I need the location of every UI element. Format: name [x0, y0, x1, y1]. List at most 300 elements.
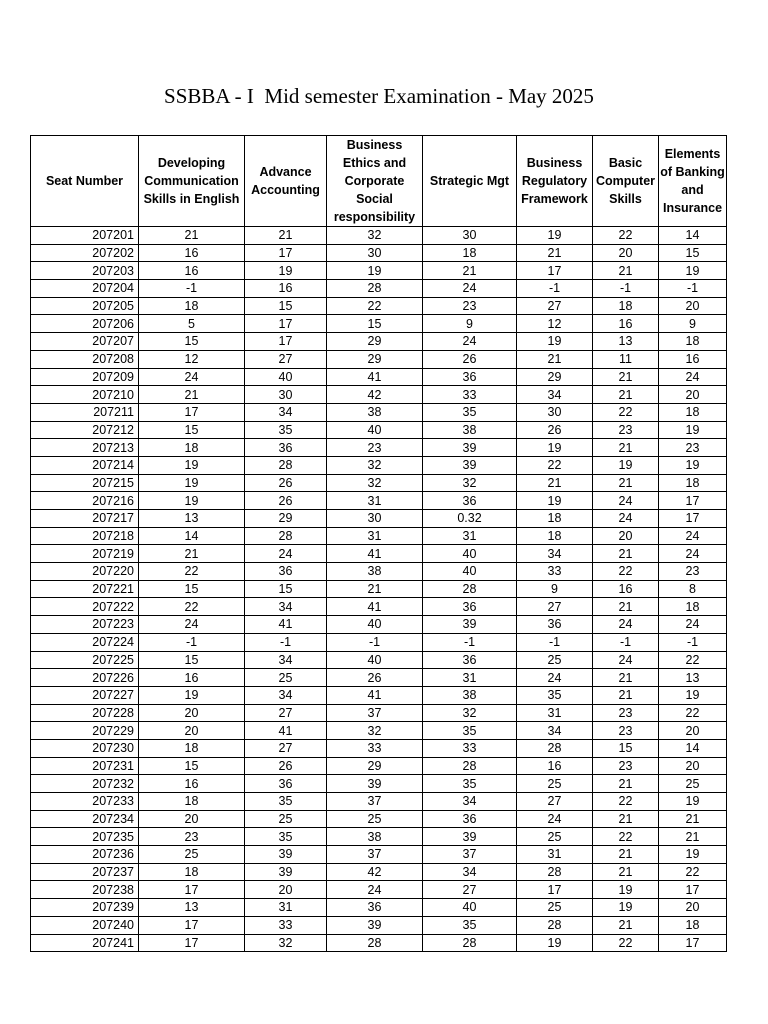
computer-cell: 16 — [593, 315, 659, 333]
accounting-cell: 17 — [245, 315, 327, 333]
banking-cell: 20 — [659, 757, 727, 775]
ethics-cell: 42 — [327, 386, 423, 404]
strategic-mgt-cell: 18 — [423, 244, 517, 262]
regulatory-cell: 21 — [517, 350, 593, 368]
regulatory-cell: 19 — [517, 333, 593, 351]
regulatory-cell: 17 — [517, 262, 593, 280]
strategic-mgt-cell: 31 — [423, 669, 517, 687]
accounting-cell: 27 — [245, 739, 327, 757]
table-row — [31, 881, 727, 899]
table-row — [31, 686, 727, 704]
accounting-cell: 26 — [245, 474, 327, 492]
strategic-mgt-cell: 36 — [423, 810, 517, 828]
communication-cell: 24 — [139, 368, 245, 386]
communication-cell: 12 — [139, 350, 245, 368]
strategic-mgt-cell: -1 — [423, 633, 517, 651]
table-row — [31, 421, 727, 439]
ethics-cell: 15 — [327, 315, 423, 333]
communication-cell: 18 — [139, 739, 245, 757]
communication-cell: 21 — [139, 545, 245, 563]
table-row — [31, 474, 727, 492]
banking-cell: 19 — [659, 793, 727, 811]
computer-cell: 15 — [593, 739, 659, 757]
regulatory-cell: 31 — [517, 846, 593, 864]
banking-cell: 19 — [659, 262, 727, 280]
banking-cell: 16 — [659, 350, 727, 368]
seat-number-cell: 207209 — [31, 368, 139, 386]
seat-number-cell: 207230 — [31, 739, 139, 757]
accounting-cell: 35 — [245, 421, 327, 439]
strategic-mgt-cell: 39 — [423, 616, 517, 634]
table-row — [31, 722, 727, 740]
accounting-cell: 36 — [245, 563, 327, 581]
seat-number-cell: 207234 — [31, 810, 139, 828]
banking-cell: 8 — [659, 580, 727, 598]
regulatory-cell: 34 — [517, 722, 593, 740]
communication-cell: 18 — [139, 439, 245, 457]
regulatory-cell: 29 — [517, 368, 593, 386]
communication-cell: 22 — [139, 598, 245, 616]
table-row — [31, 934, 727, 952]
communication-cell: 20 — [139, 704, 245, 722]
seat-number-cell: 207238 — [31, 881, 139, 899]
accounting-cell: 35 — [245, 828, 327, 846]
ethics-cell: 39 — [327, 916, 423, 934]
banking-cell: 23 — [659, 563, 727, 581]
accounting-cell: 34 — [245, 686, 327, 704]
seat-number-cell: 207237 — [31, 863, 139, 881]
accounting-cell: 30 — [245, 386, 327, 404]
ethics-cell: 37 — [327, 704, 423, 722]
regulatory-cell: 25 — [517, 651, 593, 669]
regulatory-cell: 28 — [517, 916, 593, 934]
communication-cell: 20 — [139, 722, 245, 740]
ethics-cell: 37 — [327, 846, 423, 864]
table-row — [31, 669, 727, 687]
ethics-cell: 40 — [327, 421, 423, 439]
ethics-cell: 29 — [327, 350, 423, 368]
strategic-mgt-cell: 40 — [423, 545, 517, 563]
regulatory-cell: 27 — [517, 297, 593, 315]
table-row — [31, 262, 727, 280]
banking-cell: 14 — [659, 227, 727, 245]
banking-cell: 17 — [659, 510, 727, 528]
ethics-cell: 41 — [327, 598, 423, 616]
seat-number-cell: 207204 — [31, 280, 139, 298]
table-row — [31, 492, 727, 510]
ethics-cell: 24 — [327, 881, 423, 899]
regulatory-cell: 31 — [517, 704, 593, 722]
header-banking-insurance: Elements of Banking and Insurance — [659, 136, 727, 227]
ethics-cell: 38 — [327, 563, 423, 581]
accounting-cell: 24 — [245, 545, 327, 563]
seat-number-cell: 207235 — [31, 828, 139, 846]
banking-cell: 17 — [659, 492, 727, 510]
ethics-cell: 29 — [327, 333, 423, 351]
accounting-cell: 27 — [245, 350, 327, 368]
ethics-cell: 41 — [327, 686, 423, 704]
table-row — [31, 616, 727, 634]
banking-cell: 24 — [659, 368, 727, 386]
banking-cell: 19 — [659, 846, 727, 864]
accounting-cell: 29 — [245, 510, 327, 528]
strategic-mgt-cell: 36 — [423, 598, 517, 616]
strategic-mgt-cell: 33 — [423, 386, 517, 404]
computer-cell: 23 — [593, 704, 659, 722]
ethics-cell: 36 — [327, 899, 423, 917]
banking-cell: 20 — [659, 386, 727, 404]
regulatory-cell: 22 — [517, 456, 593, 474]
regulatory-cell: 19 — [517, 439, 593, 457]
computer-cell: 23 — [593, 722, 659, 740]
regulatory-cell: 9 — [517, 580, 593, 598]
banking-cell: -1 — [659, 280, 727, 298]
table-row — [31, 739, 727, 757]
seat-number-cell: 207207 — [31, 333, 139, 351]
accounting-cell: 41 — [245, 722, 327, 740]
communication-cell: 15 — [139, 421, 245, 439]
banking-cell: 20 — [659, 722, 727, 740]
regulatory-cell: 28 — [517, 863, 593, 881]
ethics-cell: 26 — [327, 669, 423, 687]
computer-cell: 21 — [593, 916, 659, 934]
strategic-mgt-cell: 39 — [423, 456, 517, 474]
regulatory-cell: 18 — [517, 510, 593, 528]
accounting-cell: 39 — [245, 863, 327, 881]
results-table — [30, 135, 727, 952]
ethics-cell: 31 — [327, 492, 423, 510]
strategic-mgt-cell: 35 — [423, 722, 517, 740]
computer-cell: 13 — [593, 333, 659, 351]
strategic-mgt-cell: 9 — [423, 315, 517, 333]
communication-cell: 17 — [139, 403, 245, 421]
seat-number-cell: 207232 — [31, 775, 139, 793]
regulatory-cell: 19 — [517, 934, 593, 952]
table-row — [31, 456, 727, 474]
banking-cell: 18 — [659, 474, 727, 492]
table-row — [31, 563, 727, 581]
strategic-mgt-cell: 23 — [423, 297, 517, 315]
regulatory-cell: -1 — [517, 633, 593, 651]
strategic-mgt-cell: 36 — [423, 368, 517, 386]
accounting-cell: 34 — [245, 403, 327, 421]
regulatory-cell: 24 — [517, 669, 593, 687]
header-communication-skills: Developing Communication Skills in English — [139, 136, 245, 227]
communication-cell: 14 — [139, 527, 245, 545]
ethics-cell: 38 — [327, 403, 423, 421]
strategic-mgt-cell: 37 — [423, 846, 517, 864]
communication-cell: 21 — [139, 227, 245, 245]
header-strategic-mgt: Strategic Mgt — [423, 136, 517, 227]
accounting-cell: 40 — [245, 368, 327, 386]
computer-cell: 21 — [593, 686, 659, 704]
ethics-cell: 23 — [327, 439, 423, 457]
strategic-mgt-cell: 28 — [423, 757, 517, 775]
regulatory-cell: 25 — [517, 775, 593, 793]
computer-cell: 21 — [593, 775, 659, 793]
strategic-mgt-cell: 26 — [423, 350, 517, 368]
computer-cell: 21 — [593, 262, 659, 280]
table-row — [31, 863, 727, 881]
accounting-cell: 36 — [245, 439, 327, 457]
banking-cell: 13 — [659, 669, 727, 687]
table-row — [31, 545, 727, 563]
regulatory-cell: 21 — [517, 244, 593, 262]
accounting-cell: 33 — [245, 916, 327, 934]
computer-cell: 20 — [593, 244, 659, 262]
seat-number-cell: 207231 — [31, 757, 139, 775]
table-row — [31, 315, 727, 333]
table-row — [31, 280, 727, 298]
communication-cell: 16 — [139, 262, 245, 280]
banking-cell: 18 — [659, 403, 727, 421]
banking-cell: 9 — [659, 315, 727, 333]
seat-number-cell: 207211 — [31, 403, 139, 421]
communication-cell: 19 — [139, 492, 245, 510]
table-body — [31, 227, 727, 952]
seat-number-cell: 207212 — [31, 421, 139, 439]
table-row — [31, 439, 727, 457]
communication-cell: 17 — [139, 881, 245, 899]
accounting-cell: 35 — [245, 793, 327, 811]
table-row — [31, 510, 727, 528]
seat-number-cell: 207205 — [31, 297, 139, 315]
strategic-mgt-cell: 35 — [423, 916, 517, 934]
seat-number-cell: 207241 — [31, 934, 139, 952]
seat-number-cell: 207239 — [31, 899, 139, 917]
computer-cell: 21 — [593, 439, 659, 457]
communication-cell: 22 — [139, 563, 245, 581]
table-row — [31, 244, 727, 262]
communication-cell: 19 — [139, 474, 245, 492]
table-row — [31, 899, 727, 917]
table-row — [31, 386, 727, 404]
seat-number-cell: 207218 — [31, 527, 139, 545]
accounting-cell: 16 — [245, 280, 327, 298]
regulatory-cell: 27 — [517, 598, 593, 616]
communication-cell: 16 — [139, 669, 245, 687]
accounting-cell: -1 — [245, 633, 327, 651]
ethics-cell: 40 — [327, 616, 423, 634]
communication-cell: 15 — [139, 757, 245, 775]
regulatory-cell: 19 — [517, 227, 593, 245]
regulatory-cell: 25 — [517, 828, 593, 846]
accounting-cell: 21 — [245, 227, 327, 245]
table-row — [31, 828, 727, 846]
banking-cell: 20 — [659, 899, 727, 917]
computer-cell: 23 — [593, 421, 659, 439]
seat-number-cell: 207213 — [31, 439, 139, 457]
banking-cell: 22 — [659, 651, 727, 669]
computer-cell: 19 — [593, 456, 659, 474]
ethics-cell: 41 — [327, 368, 423, 386]
accounting-cell: 32 — [245, 934, 327, 952]
ethics-cell: 41 — [327, 545, 423, 563]
seat-number-cell: 207216 — [31, 492, 139, 510]
seat-number-cell: 207236 — [31, 846, 139, 864]
header-advance-accounting: Advance Accounting — [245, 136, 327, 227]
header-row — [31, 136, 727, 227]
communication-cell: 19 — [139, 686, 245, 704]
regulatory-cell: 21 — [517, 474, 593, 492]
seat-number-cell: 207208 — [31, 350, 139, 368]
strategic-mgt-cell: 39 — [423, 439, 517, 457]
strategic-mgt-cell: 32 — [423, 704, 517, 722]
communication-cell: 18 — [139, 863, 245, 881]
strategic-mgt-cell: 34 — [423, 863, 517, 881]
computer-cell: 21 — [593, 386, 659, 404]
communication-cell: 23 — [139, 828, 245, 846]
table-row — [31, 580, 727, 598]
seat-number-cell: 207206 — [31, 315, 139, 333]
strategic-mgt-cell: 33 — [423, 739, 517, 757]
computer-cell: 21 — [593, 810, 659, 828]
table-row — [31, 793, 727, 811]
communication-cell: 13 — [139, 510, 245, 528]
communication-cell: 17 — [139, 934, 245, 952]
ethics-cell: 19 — [327, 262, 423, 280]
computer-cell: -1 — [593, 280, 659, 298]
seat-number-cell: 207201 — [31, 227, 139, 245]
header-business-ethics: Business Ethics and Corporate Social responsibility — [327, 136, 423, 227]
accounting-cell: 34 — [245, 598, 327, 616]
computer-cell: 22 — [593, 227, 659, 245]
ethics-cell: 22 — [327, 297, 423, 315]
accounting-cell: 15 — [245, 580, 327, 598]
strategic-mgt-cell: 28 — [423, 580, 517, 598]
communication-cell: 15 — [139, 580, 245, 598]
strategic-mgt-cell: 30 — [423, 227, 517, 245]
accounting-cell: 26 — [245, 757, 327, 775]
communication-cell: 16 — [139, 244, 245, 262]
seat-number-cell: 207214 — [31, 456, 139, 474]
communication-cell: 25 — [139, 846, 245, 864]
communication-cell: 5 — [139, 315, 245, 333]
seat-number-cell: 207224 — [31, 633, 139, 651]
table-row — [31, 633, 727, 651]
table-row — [31, 651, 727, 669]
banking-cell: 19 — [659, 456, 727, 474]
regulatory-cell: 19 — [517, 492, 593, 510]
accounting-cell: 20 — [245, 881, 327, 899]
ethics-cell: 32 — [327, 722, 423, 740]
accounting-cell: 27 — [245, 704, 327, 722]
computer-cell: 21 — [593, 598, 659, 616]
ethics-cell: 28 — [327, 934, 423, 952]
strategic-mgt-cell: 39 — [423, 828, 517, 846]
accounting-cell: 31 — [245, 899, 327, 917]
strategic-mgt-cell: 27 — [423, 881, 517, 899]
header-seat-number: Seat Number — [31, 136, 139, 227]
computer-cell: 22 — [593, 793, 659, 811]
strategic-mgt-cell: 32 — [423, 474, 517, 492]
seat-number-cell: 207221 — [31, 580, 139, 598]
accounting-cell: 36 — [245, 775, 327, 793]
computer-cell: 16 — [593, 580, 659, 598]
accounting-cell: 17 — [245, 333, 327, 351]
strategic-mgt-cell: 35 — [423, 403, 517, 421]
banking-cell: 19 — [659, 686, 727, 704]
banking-cell: 25 — [659, 775, 727, 793]
regulatory-cell: 28 — [517, 739, 593, 757]
computer-cell: 22 — [593, 828, 659, 846]
strategic-mgt-cell: 38 — [423, 421, 517, 439]
banking-cell: 17 — [659, 881, 727, 899]
seat-number-cell: 207217 — [31, 510, 139, 528]
seat-number-cell: 207215 — [31, 474, 139, 492]
ethics-cell: 38 — [327, 828, 423, 846]
strategic-mgt-cell: 38 — [423, 686, 517, 704]
seat-number-cell: 207223 — [31, 616, 139, 634]
header-business-regulatory: Business Regulatory Framework — [517, 136, 593, 227]
table-row — [31, 846, 727, 864]
table-row — [31, 757, 727, 775]
table-row — [31, 403, 727, 421]
banking-cell: 18 — [659, 916, 727, 934]
accounting-cell: 25 — [245, 810, 327, 828]
computer-cell: 24 — [593, 492, 659, 510]
strategic-mgt-cell: 24 — [423, 280, 517, 298]
table-row — [31, 297, 727, 315]
seat-number-cell: 207220 — [31, 563, 139, 581]
regulatory-cell: -1 — [517, 280, 593, 298]
banking-cell: 18 — [659, 333, 727, 351]
strategic-mgt-cell: 35 — [423, 775, 517, 793]
computer-cell: 24 — [593, 616, 659, 634]
ethics-cell: 31 — [327, 527, 423, 545]
seat-number-cell: 207202 — [31, 244, 139, 262]
regulatory-cell: 18 — [517, 527, 593, 545]
ethics-cell: 28 — [327, 280, 423, 298]
computer-cell: 22 — [593, 934, 659, 952]
regulatory-cell: 34 — [517, 386, 593, 404]
seat-number-cell: 207233 — [31, 793, 139, 811]
strategic-mgt-cell: 0.32 — [423, 510, 517, 528]
banking-cell: 14 — [659, 739, 727, 757]
communication-cell: 21 — [139, 386, 245, 404]
banking-cell: 18 — [659, 598, 727, 616]
ethics-cell: 39 — [327, 775, 423, 793]
accounting-cell: 19 — [245, 262, 327, 280]
strategic-mgt-cell: 34 — [423, 793, 517, 811]
seat-number-cell: 207240 — [31, 916, 139, 934]
accounting-cell: 41 — [245, 616, 327, 634]
ethics-cell: 32 — [327, 227, 423, 245]
communication-cell: 17 — [139, 916, 245, 934]
computer-cell: 24 — [593, 651, 659, 669]
regulatory-cell: 30 — [517, 403, 593, 421]
seat-number-cell: 207228 — [31, 704, 139, 722]
computer-cell: 19 — [593, 881, 659, 899]
banking-cell: 24 — [659, 527, 727, 545]
accounting-cell: 25 — [245, 669, 327, 687]
banking-cell: 24 — [659, 616, 727, 634]
seat-number-cell: 207222 — [31, 598, 139, 616]
strategic-mgt-cell: 28 — [423, 934, 517, 952]
regulatory-cell: 24 — [517, 810, 593, 828]
computer-cell: -1 — [593, 633, 659, 651]
communication-cell: 20 — [139, 810, 245, 828]
ethics-cell: 40 — [327, 651, 423, 669]
banking-cell: 22 — [659, 704, 727, 722]
regulatory-cell: 17 — [517, 881, 593, 899]
header-computer-skills: Basic Computer Skills — [593, 136, 659, 227]
table-row — [31, 704, 727, 722]
ethics-cell: 29 — [327, 757, 423, 775]
computer-cell: 21 — [593, 368, 659, 386]
ethics-cell: 25 — [327, 810, 423, 828]
communication-cell: -1 — [139, 280, 245, 298]
